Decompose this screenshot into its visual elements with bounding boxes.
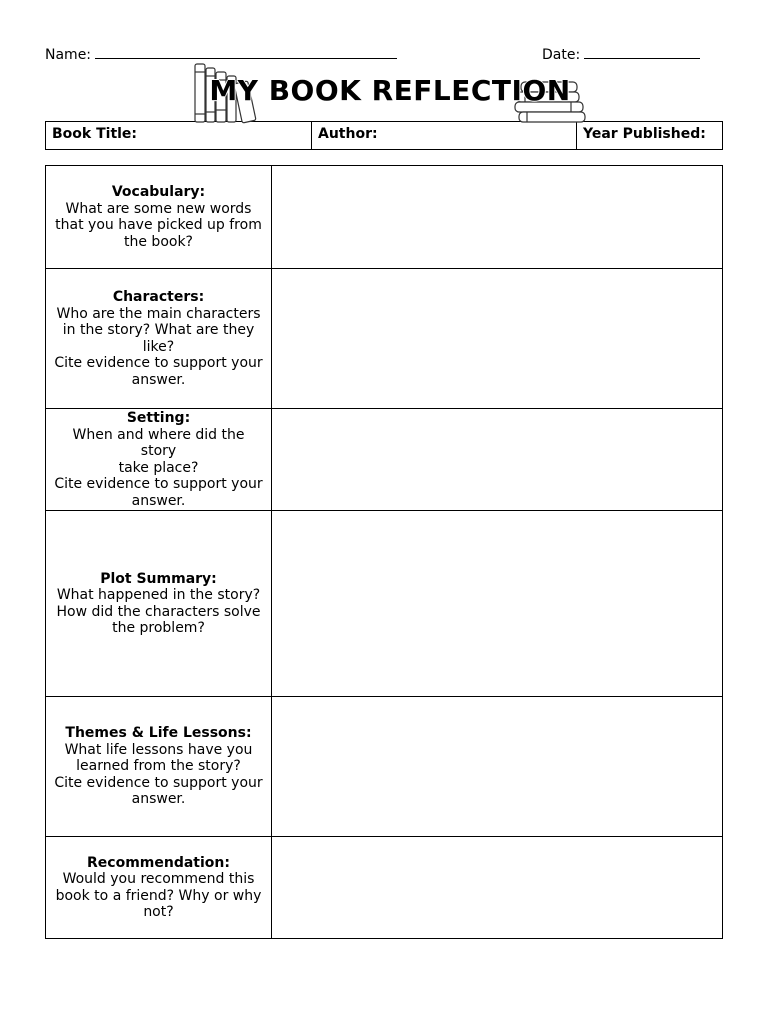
author-label: Author: [318, 126, 378, 142]
prompt-heading: Themes & Life Lessons: [65, 725, 252, 742]
answer-recommendation[interactable] [272, 837, 722, 938]
date-label: Date: [542, 47, 581, 63]
prompt-plot-summary [46, 511, 272, 696]
year-published-cell[interactable] [577, 122, 722, 149]
table-row-recommendation [46, 837, 722, 938]
answer-vocabulary[interactable] [272, 166, 722, 268]
prompt-line: learned from the story? [76, 758, 241, 775]
prompt-line: answer. [131, 371, 186, 388]
prompt-line: in the story? What are they [62, 322, 255, 338]
prompt-line: like? [142, 338, 175, 355]
prompt-line: not? [143, 904, 174, 920]
prompt-heading: Recommendation: [87, 854, 230, 871]
prompt-setting [46, 409, 272, 510]
prompt-line: Cite evidence to support your [54, 774, 263, 791]
prompt-vocabulary [46, 166, 272, 268]
answer-characters[interactable] [272, 269, 722, 408]
title-area [180, 62, 600, 124]
reflection-table [45, 165, 723, 939]
prompt-recommendation [46, 837, 272, 938]
prompt-line: answer. [131, 492, 186, 509]
prompt-line: Cite evidence to support your [54, 476, 263, 492]
prompt-line: How did the characters solve [56, 603, 261, 620]
prompt-line: the book? [124, 233, 193, 250]
author-cell[interactable] [312, 122, 577, 149]
prompt-line: What are some new words [65, 200, 252, 217]
answer-setting[interactable] [272, 409, 722, 510]
prompt-line: What life lessons have you [64, 741, 253, 758]
prompt-line: answer. [131, 791, 186, 808]
prompt-line: take place? [118, 459, 199, 476]
table-row-characters [46, 269, 722, 409]
book-title-cell[interactable] [46, 122, 312, 149]
prompt-line: Would you recommend this [62, 871, 255, 887]
prompt-line: Who are the main characters [56, 305, 261, 322]
prompt-line: What happened in the story? [56, 587, 261, 603]
name-field[interactable] [45, 45, 397, 63]
answer-themes[interactable] [272, 697, 722, 836]
table-row-plot-summary [46, 511, 722, 697]
date-blank-line[interactable] [584, 45, 700, 59]
name-blank-line[interactable] [95, 45, 397, 59]
table-row-vocabulary [46, 166, 722, 269]
prompt-line: the problem? [112, 620, 205, 636]
prompt-heading: Characters: [112, 289, 205, 305]
name-label: Name: [45, 47, 92, 63]
year-published-label: Year Published: [583, 126, 706, 142]
prompt-heading: Plot Summary: [100, 570, 217, 587]
prompt-characters [46, 269, 272, 408]
book-info-table [45, 121, 723, 150]
prompt-line: book to a friend? Why or why [55, 887, 262, 904]
prompt-heading: Setting: [126, 410, 191, 426]
table-row-themes [46, 697, 722, 837]
prompt-line: Cite evidence to support your [54, 355, 263, 371]
prompt-line: When and where did the story [72, 426, 245, 459]
prompt-line: that you have picked up from [55, 217, 262, 233]
table-row-setting [46, 409, 722, 511]
book-title-label: Book Title: [52, 126, 138, 142]
page-title: MY BOOK REFLECTION [209, 74, 571, 107]
prompt-heading: Vocabulary: [111, 184, 206, 200]
date-field[interactable] [542, 45, 700, 63]
answer-plot-summary[interactable] [272, 511, 722, 696]
prompt-themes [46, 697, 272, 836]
